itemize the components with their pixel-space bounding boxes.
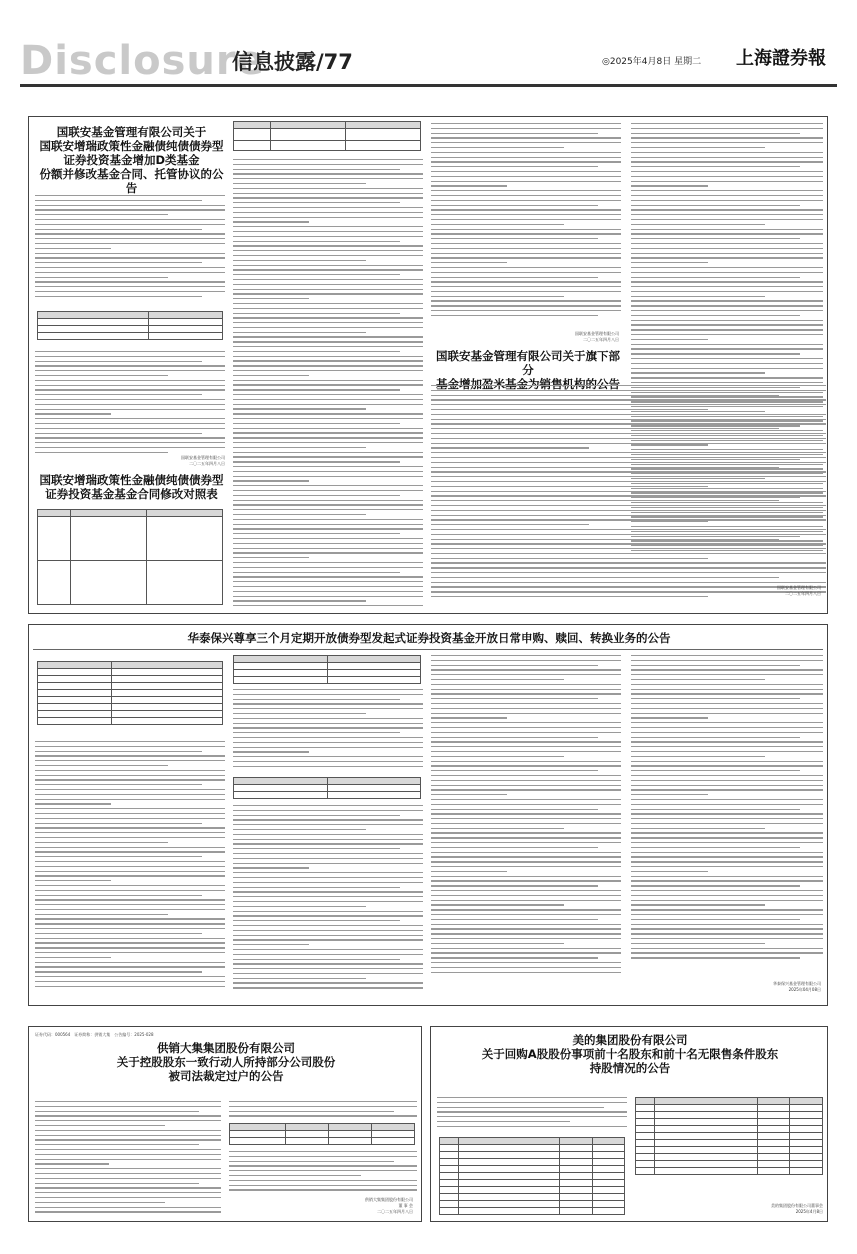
article-1-title [39,125,224,195]
article-4-column-2a [233,689,423,775]
article-2-title-line: 证券投资基金基金合同修改对照表 [45,487,218,502]
share-class-table [233,121,421,151]
article-6-title [437,1033,823,1075]
article-5-title [39,1041,413,1083]
article-1-signature-date: 二〇二五年四月八日 [189,461,225,466]
pre-signature-date: 二〇二五年四月八日 [583,337,619,342]
article-6-title-line: 持股情况的公告 [589,1061,671,1076]
article-5-signature-board: 董 事 会 [398,1203,413,1208]
fund-info-table [37,661,223,725]
newspaper-name: 上海證券報 [736,48,826,69]
article-1-signature-company: 国联安基金管理有限公司 [181,455,225,460]
article-1-title-line: 国联安增瑞政策性金融债纯债债券型 [39,139,224,154]
article-4-column-4 [631,655,823,973]
shareholding-change-table [229,1123,415,1145]
article-5-signature-company: 供销大集集团股份有限公司 [365,1197,413,1202]
article-1-body [35,195,225,307]
top-ten-unrestricted-shareholders-table [635,1097,823,1175]
article-1-signature [149,455,225,467]
article-5-column-2b [229,1151,417,1195]
article-5-title-line: 被司法裁定过户的公告 [168,1069,284,1084]
edition-date: ◎2025年4月8日 星期二 [602,57,702,67]
article-3-signature-date: 二〇二五年四月八日 [785,591,821,596]
article-3-column-4 [631,123,823,563]
article-6-intro [437,1097,627,1135]
article-5-signature-date: 二〇二五年四月八日 [377,1209,413,1214]
article-1-title-line: 份额并修改基金合同、托管协议的公告 [39,167,224,196]
article-5-title-line: 供销大集集团股份有限公司 [157,1041,295,1055]
article-4-signature-date: 2025年04月08日 [788,987,821,992]
article-6-signature-company: 美的集团股份有限公司董事会 [771,1203,823,1208]
article-4-signature [729,981,821,993]
masthead [20,36,837,86]
article-4-column-3 [431,655,621,1003]
article-6-title-line: 美的集团股份有限公司 [572,1033,688,1047]
article-6-signature-date: 2025年4月8日 [795,1209,823,1214]
article-1-title-line: 国联安基金管理有限公司关于 [56,125,207,139]
article-4-column-2b [233,805,423,1003]
article-1-column-3 [431,123,621,329]
article-4-title: 华泰保兴尊享三个月定期开放债券型发起式证券投资基金开放日常申购、赎回、转换业务的公告 [187,631,671,645]
article-3-title-line: 国联安基金管理有限公司关于旗下部分 [436,349,620,378]
fee-rate-table [233,655,421,684]
pre-signature-company: 国联安基金管理有限公司 [575,331,619,336]
article-3-pre-signature [541,331,619,343]
title-rule [33,649,823,650]
article-6-title-line: 关于回购A股股份事项前十名股东和前十名无限售条件股东 [481,1047,779,1062]
redemption-fee-table [233,777,421,799]
article-1-column-2 [233,159,423,611]
article-5-code-line: 证券代码：000564 证券简称：供销大集 公告编号：2025-028 [35,1032,154,1037]
masthead-rule [20,84,837,87]
article-3-signature-company: 国联安基金管理有限公司 [777,585,821,590]
article-6-signature [721,1203,823,1215]
article-5-title-line: 关于控股股东一致行动人所持部分公司股份 [116,1055,336,1070]
gongxiao-daji-notice-box [28,1026,422,1222]
huatai-baoxing-notice-box [28,624,828,1006]
article-3-signature [741,585,821,597]
disclosure-logo: Disclosure [20,38,265,84]
article-2-title [39,473,224,501]
top-ten-shareholders-table [439,1137,625,1215]
article-4-signature-company: 华泰保兴基金管理有限公司 [773,981,821,986]
guolianan-notices-box [28,116,828,614]
article-5-column-1 [35,1101,221,1219]
fee-table [37,311,223,340]
section-title: 信息披露/77 [232,50,353,74]
article-4-column-1 [35,741,225,1003]
article-5-signature [319,1197,413,1215]
midea-notice-box [430,1026,828,1222]
comparison-table [37,509,223,605]
article-2-title-line: 国联安增瑞政策性金融债纯债债券型 [39,473,224,487]
article-1-body-cont [35,351,225,463]
article-5-column-2a [229,1101,417,1121]
article-1-title-line: 证券投资基金增加D类基金 [63,153,200,168]
